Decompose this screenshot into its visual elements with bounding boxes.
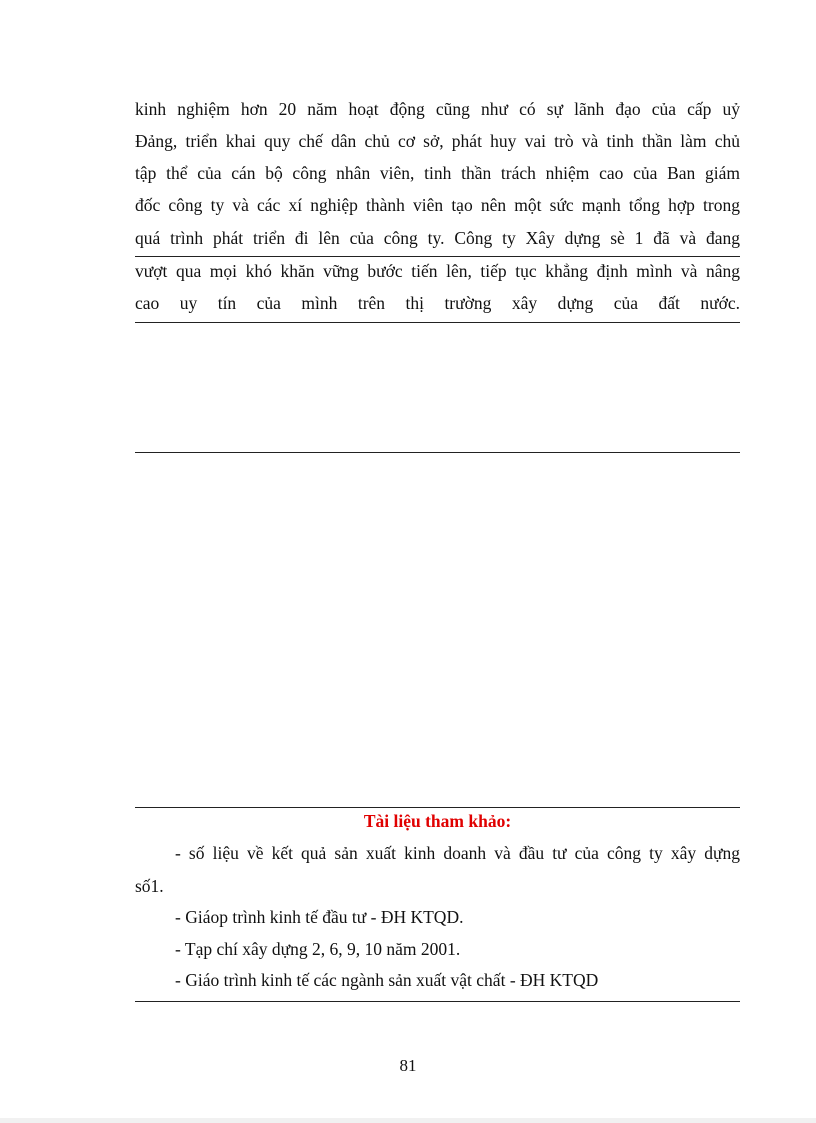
paragraph-line-1: kinh nghiệm hơn 20 năm hoạt động cũng như có sự lãnh đạo của cấp uỷ (135, 99, 740, 119)
horizontal-rule (135, 1001, 740, 1002)
paragraph-line-2: Đảng, triển khai quy chế dân chủ cơ sở, phát huy vai trò và tinh thần làm chủ (135, 131, 740, 151)
references-heading: Tài liệu tham khảo: (363, 811, 512, 831)
paragraph-line-3: tập thể của cán bộ công nhân viên, tinh thần trách nhiệm cao của Ban giám (135, 163, 740, 183)
page-number: 81 (399, 1056, 417, 1075)
reference-item-2: - Giáop trình kinh tế đầu tư - ĐH KTQD. (175, 907, 464, 927)
horizontal-rule (135, 452, 740, 453)
horizontal-rule (135, 322, 740, 323)
reference-item-4: - Giáo trình kinh tế các ngành sản xuất vật chất - ĐH KTQD (175, 970, 599, 990)
page-bottom-edge (0, 1118, 816, 1123)
paragraph-line-4: đốc công ty và các xí nghiệp thành viên tạo nên một sức mạnh tổng hợp trong (135, 195, 740, 215)
horizontal-rule (135, 807, 740, 808)
paragraph-line-7: cao uy tín của mình trên thị trường xây dựng của đất nước. (135, 293, 740, 313)
paragraph-line-6: vượt qua mọi khó khăn vững bước tiến lên, tiếp tục khẳng định mình và nâng (135, 261, 740, 281)
horizontal-rule (135, 256, 740, 257)
reference-item-1-line-1: - số liệu về kết quả sản xuất kinh doanh và đầu tư của công ty xây dựng (175, 843, 740, 863)
paragraph-line-5: quá trình phát triển đi lên của công ty. Công ty Xây dựng sè 1 đã và đang (135, 228, 740, 248)
reference-item-3: - Tạp chí xây dựng 2, 6, 9, 10 năm 2001. (175, 939, 461, 959)
reference-item-1-line-2: số1. (135, 876, 164, 896)
